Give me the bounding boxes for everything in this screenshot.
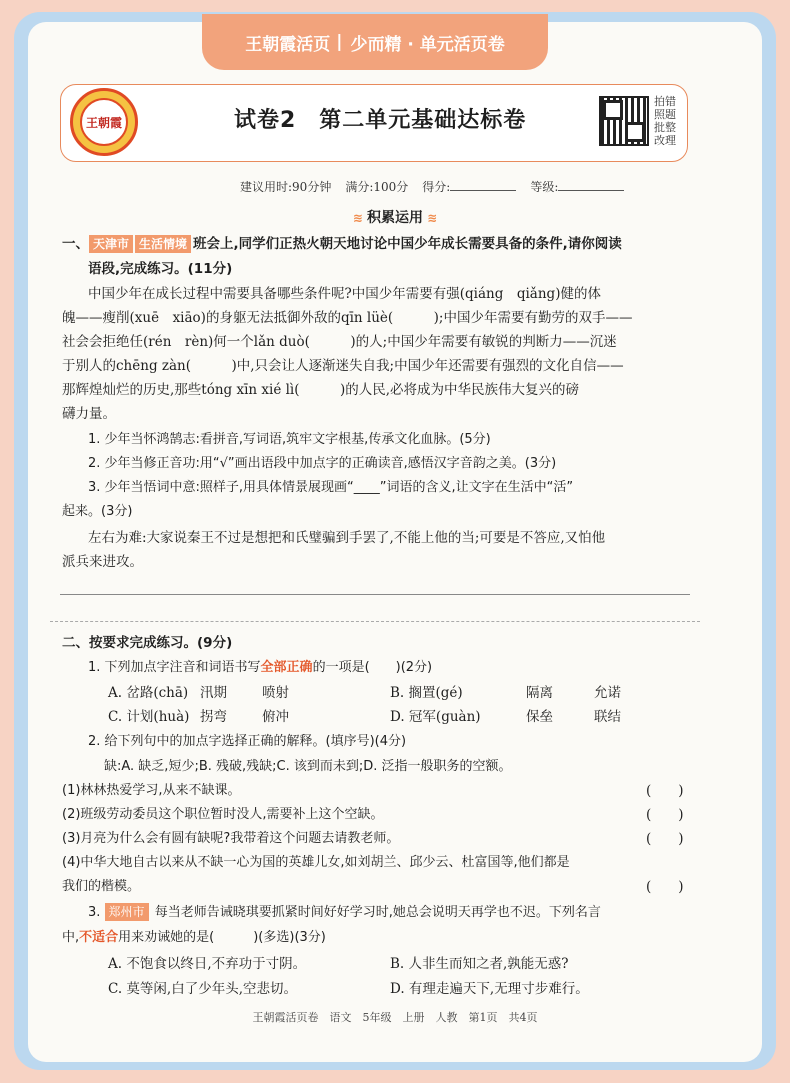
quote-option-d[interactable]: D. 有理走遍天下,无理寸步难行。 (390, 981, 589, 997)
option-d[interactable]: D. 冠军(guàn) (390, 709, 481, 725)
grade-blank[interactable] (558, 179, 624, 191)
brand-left: 王朝霞活页 (245, 34, 331, 55)
q2-sub3: 3. 郑州市 每当老师告诫晓琪要抓紧时间好好学习时,她总会说明天再学也不迟。下列名言 (88, 905, 601, 920)
passage-line: 中国少年在成长过程中需要具备哪些条件呢?中国少年需要有强(qiáng qiǎng)健的体 (88, 286, 601, 302)
passage-line: 社会会拒绝任(rén rèn)何一个lǎn duò( )的人;中国少年需要有敏锐的判断力——沉迷 (62, 334, 617, 350)
item-4: (4)中华大地自古以来从不缺一心为国的英雄儿女,如刘胡兰、邱少云、杜富国等,他们都是 (62, 855, 570, 870)
emphasis-not-suitable: 不适合 (79, 930, 119, 945)
grade-label: 等级: (530, 180, 559, 194)
page-footer: 王朝霞活页卷 语文 5年级 上册 人教 第1页 共4页 (252, 1011, 538, 1024)
q2-sub2: 2. 给下列句中的加点字选择正确的解释。(填序号)(4分) (88, 734, 407, 749)
score-label: 得分: (422, 180, 451, 194)
q1-sub1: 1. 少年当怀鸿鹄志:看拼音,写词语,筑牢文字根基,传承文化血脉。(5分) (88, 432, 491, 447)
score-blank[interactable] (450, 179, 516, 191)
tag-context: 生活情境 (135, 235, 191, 253)
full-score: 满分:100分 (345, 180, 409, 194)
quote-option-c[interactable]: C. 莫等闲,白了少年头,空悲切。 (108, 981, 298, 997)
q1-sub3-cont: 起来。(3分) (62, 504, 133, 519)
item-1: (1)林林热爱学习,从来不缺课。 (62, 783, 241, 798)
option-a[interactable]: A. 岔路(chā) (108, 685, 189, 701)
q2-heading: 二、按要求完成练习。(9分) (62, 635, 233, 651)
emphasis-correct: 全部正确 (260, 660, 313, 675)
logo-seal (70, 88, 138, 156)
page-title: 试卷2 第二单元基础达标卷 (234, 108, 527, 133)
passage-line: 礴力量。 (62, 406, 116, 422)
passage-line: 魄——瘦削(xuē xiāo)的身躯无法抵御外敌的qīn lüè( );中国少年需要有勤劳的双手—— (62, 310, 633, 326)
q2-sub1: 1. 下列加点字注音和词语书写全部正确的一项是( )(2分) (88, 660, 433, 675)
quote-option-a[interactable]: A. 不饱食以终日,不弃功于寸阴。 (108, 956, 307, 972)
answer-paren[interactable]: ( ) (646, 831, 684, 847)
tag-city: 天津市 (89, 235, 133, 253)
example-line: 左右为难:大家说秦王不过是想把和氏璧骗到手罢了,不能上他的当;可要是不答应,又怕他 (88, 530, 606, 546)
answer-paren[interactable]: ( ) (646, 879, 684, 895)
section-title: 积累运用 (367, 210, 423, 226)
definitions: 缺:A. 缺乏,短少;B. 残破,残缺;C. 该到而未到;D. 泛指一般职务的空额。 (104, 759, 512, 774)
logo-text: 王朝霞 (80, 98, 128, 146)
time-hint: 建议用时:90分钟 (240, 180, 332, 194)
brand-right: 少而精 · 单元活页卷 (350, 34, 505, 55)
option-b[interactable]: B. 搁置(gé) (390, 685, 463, 701)
example-line: 派兵来进攻。 (62, 554, 143, 570)
option-b-word: 允诺 (594, 685, 621, 701)
item-4-cont: 我们的楷模。 (62, 879, 141, 894)
option-c-word: 拐弯 (200, 709, 227, 725)
answer-paren[interactable]: ( ) (646, 807, 684, 823)
divider (50, 621, 700, 622)
option-d-word: 联结 (594, 709, 621, 725)
section-heading (0, 207, 790, 227)
passage-line: 那辉煌灿烂的历史,那些tóng xīn xié lì( )的人民,必将成为中华民族伟大复兴的磅 (62, 382, 580, 398)
item-2: (2)班级劳动委员这个职位暂时没人,需要补上这个空缺。 (62, 807, 384, 822)
quote-option-b[interactable]: B. 人非生而知之者,孰能无惑? (390, 956, 569, 972)
q2-sub3-cont: 中,不适合用来劝诫她的是( )(多选)(3分) (62, 930, 326, 945)
option-a-word: 喷射 (262, 685, 289, 701)
option-c[interactable]: C. 计划(huà) (108, 709, 190, 725)
option-c-word: 俯冲 (262, 709, 289, 725)
q1-sub3: 3. 少年当悟词中意:照样子,用具体情景展现画“____”词语的含义,让文字在生活中“活” (88, 480, 574, 495)
qr-label: 拍错照题批整改理 (654, 95, 676, 147)
item-3: (3)月亮为什么会有圆有缺呢?我带着这个问题去请教老师。 (62, 831, 400, 846)
brand-banner: 王朝霞活页 | 少而精 · 单元活页卷 (202, 14, 548, 70)
option-a-word: 汛期 (200, 685, 227, 701)
wave-left-icon: ≋ (352, 211, 367, 225)
option-b-word: 隔离 (526, 685, 553, 701)
wave-right-icon: ≋ (423, 211, 438, 225)
tag-city: 郑州市 (105, 903, 149, 921)
answer-line[interactable] (60, 594, 690, 595)
q1-sub2: 2. 少年当修正音功:用“√”画出语段中加点字的正确读音,感悟汉字音韵之美。(3分) (88, 456, 557, 471)
qr-code-icon[interactable] (599, 96, 649, 146)
passage-line: 于别人的chēng zàn( )中,只会让人逐渐迷失自我;中国少年还需要有强烈的文化自信—— (62, 358, 624, 374)
q1-line1: 一、 天津市 生活情境 班会上,同学们正热火朝天地讨论中国少年成长需要具备的条件,请你阅读 (62, 236, 622, 252)
q1-line2: 语段,完成练习。(11分) (88, 261, 233, 277)
exam-meta (240, 178, 624, 195)
answer-paren[interactable]: ( ) (646, 783, 684, 799)
option-d-word: 保垒 (526, 709, 553, 725)
